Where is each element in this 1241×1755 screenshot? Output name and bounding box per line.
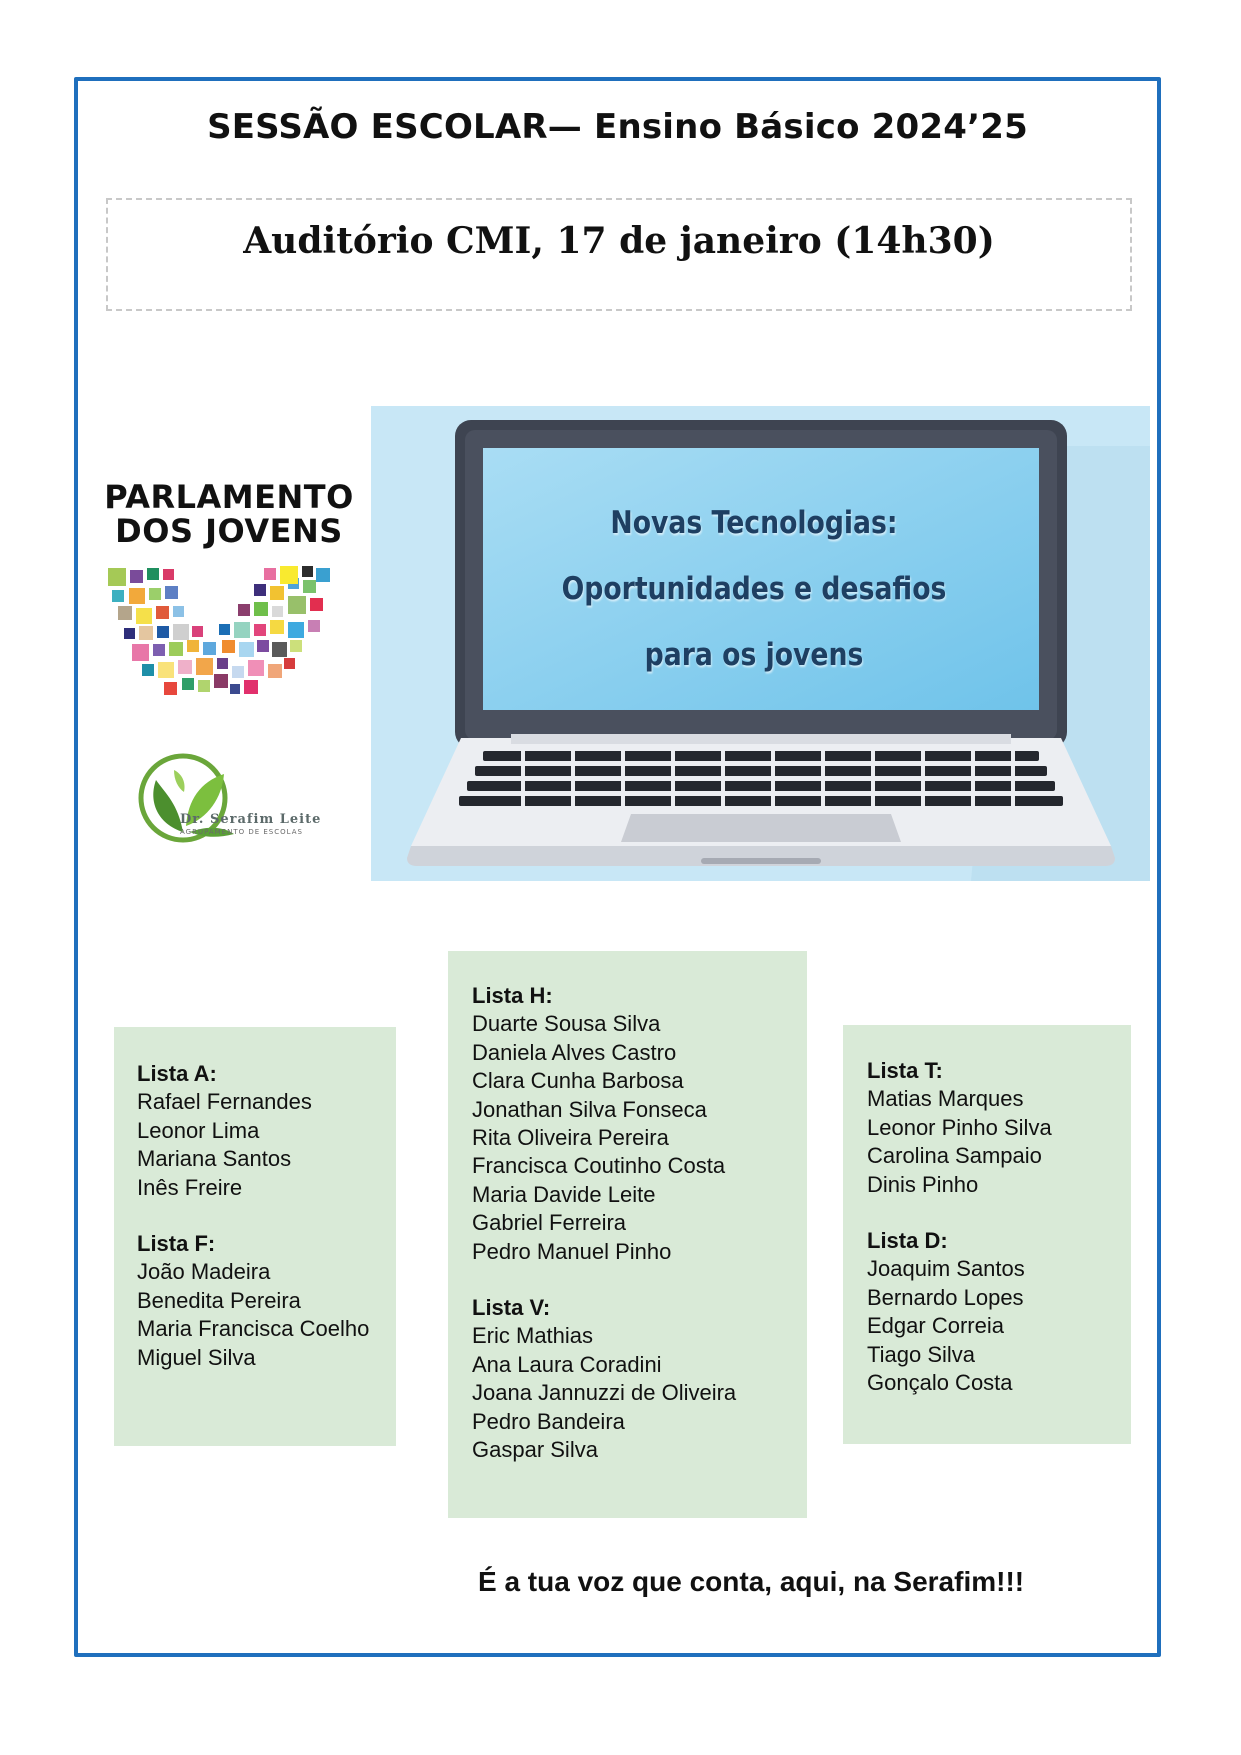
list-group	[867, 1057, 1131, 1199]
list-member: Benedita Pereira	[137, 1287, 301, 1313]
theme-text	[522, 490, 986, 688]
list-group	[867, 1227, 1131, 1397]
parlamento-logo-line2: DOS JOVENS	[115, 512, 343, 550]
list-member: Gabriel Ferreira	[472, 1210, 627, 1236]
colored-squares-heart-icon	[104, 566, 354, 700]
list-title: Lista T:	[867, 1058, 943, 1083]
list-member: Leonor Lima	[137, 1117, 260, 1143]
parlamento-logo-line1: PARLAMENTO	[104, 478, 354, 516]
theme-line-1: Novas Tecnologias:	[610, 505, 898, 541]
list-title: Lista H:	[472, 983, 553, 1008]
list-group	[137, 1230, 396, 1372]
list-member: Joaquim Santos	[867, 1256, 1025, 1282]
list-group	[137, 1060, 396, 1202]
list-title: Lista A:	[137, 1061, 217, 1086]
list-title: Lista D:	[867, 1228, 948, 1254]
theme-line-2: Oportunidades e desafios	[561, 571, 947, 607]
list-member: Mariana Santos	[137, 1146, 292, 1172]
school-logo	[138, 752, 328, 848]
school-logo-name: Dr. Serafim Leite	[180, 812, 322, 827]
list-group	[472, 982, 807, 1266]
list-member: Carolina Sampaio	[867, 1143, 1042, 1169]
list-member: Maria Francisca Coelho	[137, 1316, 370, 1342]
list-member: Daniela Alves Castro	[472, 1039, 677, 1065]
list-member: Ana Laura Coradini	[472, 1351, 662, 1377]
list-member: João Madeira	[137, 1259, 271, 1285]
list-member: Tiago Silva	[867, 1341, 976, 1367]
school-logo-subtitle: AGRUPAMENTO DE ESCOLAS	[180, 828, 303, 836]
parlamento-logo	[104, 480, 354, 700]
list-member: Dinis Pinho	[867, 1171, 979, 1197]
list-member: Matias Marques	[867, 1086, 1024, 1112]
list-member: Francisca Coutinho Costa	[472, 1153, 726, 1179]
list-member: Pedro Manuel Pinho	[472, 1238, 672, 1264]
list-member: Inês Freire	[137, 1174, 243, 1200]
list-member: Gonçalo Costa	[867, 1370, 1013, 1396]
venue-box	[106, 198, 1132, 311]
list-member: Maria Davide Leite	[472, 1181, 656, 1207]
list-member: Eric Mathias	[472, 1323, 594, 1349]
list-member: Leonor Pinho Silva	[867, 1114, 1052, 1140]
list-group	[472, 1294, 807, 1464]
page-title: SESSÃO ESCOLAR— Ensino Básico 2024’25	[207, 107, 1028, 147]
list-member: Rafael Fernandes	[137, 1089, 312, 1115]
list-title: Lista F:	[137, 1231, 216, 1257]
list-member: Miguel Silva	[137, 1344, 256, 1370]
footer-slogan: É a tua voz que conta, aqui, na Serafim!!!	[478, 1566, 1025, 1597]
list-member: Bernardo Lopes	[867, 1284, 1024, 1310]
list-member: Clara Cunha Barbosa	[472, 1068, 684, 1094]
list-member: Edgar Correia	[867, 1313, 1004, 1339]
list-member: Jonathan Silva Fonseca	[472, 1096, 707, 1122]
theme-line-3: para os jovens	[644, 637, 864, 673]
list-member: Joana Jannuzzi de Oliveira	[472, 1380, 737, 1406]
list-member: Pedro Bandeira	[472, 1408, 625, 1434]
list-column-right	[843, 1025, 1131, 1444]
list-title: Lista V:	[472, 1295, 551, 1321]
list-member: Gaspar Silva	[472, 1437, 598, 1463]
venue-text: Auditório CMI, 17 de janeiro (14h30)	[243, 220, 995, 262]
list-column-left	[114, 1027, 396, 1446]
list-column-center	[448, 951, 807, 1518]
list-member: Duarte Sousa Silva	[472, 1011, 661, 1037]
list-member: Rita Oliveira Pereira	[472, 1125, 669, 1151]
